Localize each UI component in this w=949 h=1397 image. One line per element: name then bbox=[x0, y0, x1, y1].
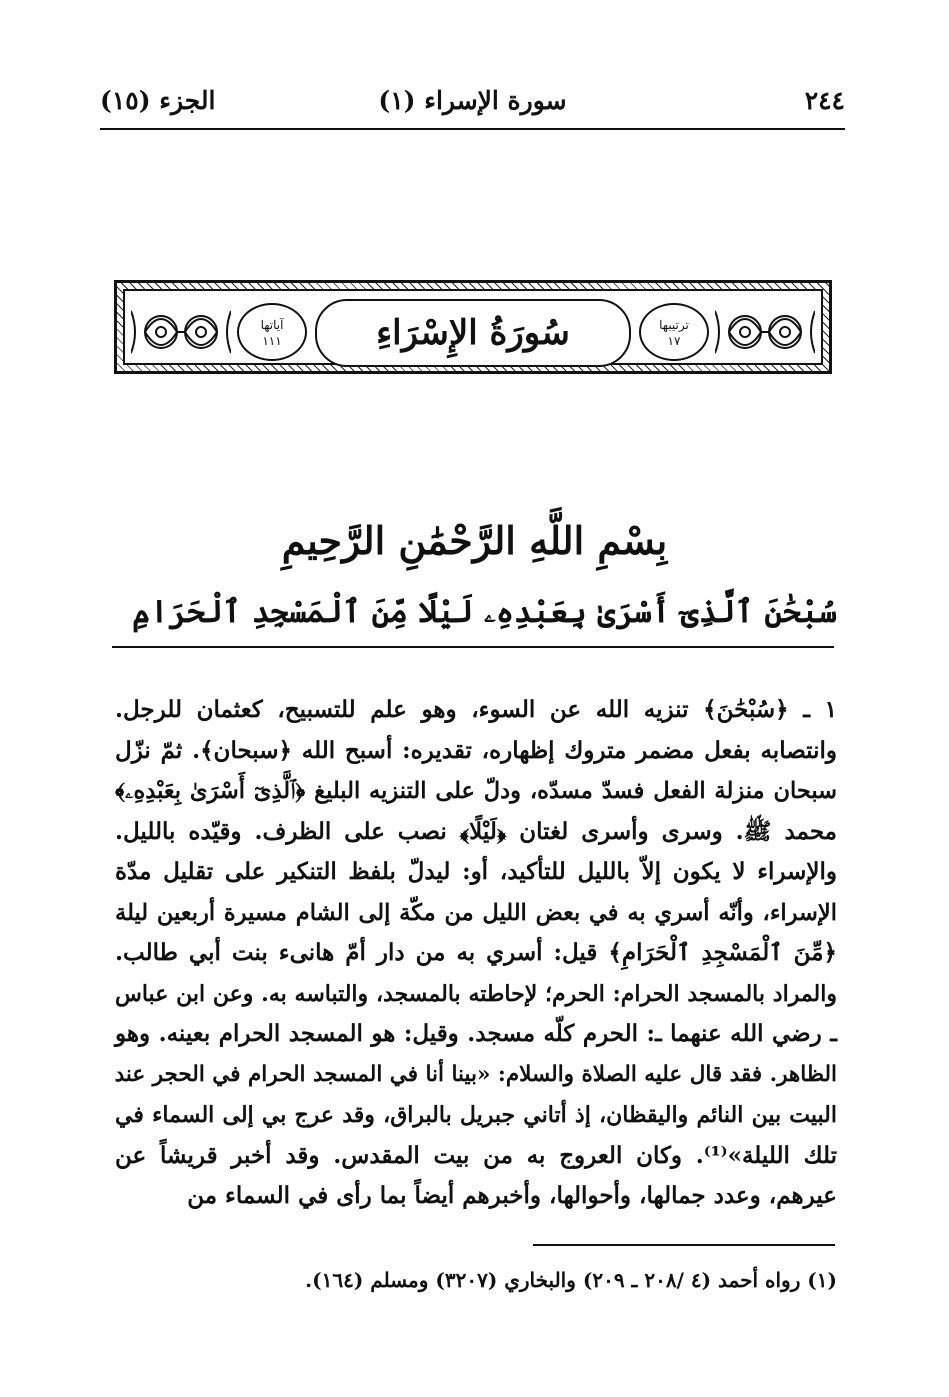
header-rule bbox=[100, 128, 845, 130]
text-line: سبحان منزلة الفعل فسدّ مسدّه، ودلّ على التنزيه البليغ ﴿ٱلَّذِىٓ أَسْرَىٰ بِعَبْدِهِۦ﴾ bbox=[115, 778, 837, 804]
text-line: الظاهر. فقد قال عليه الصلاة والسلام: «بينا أنا في المسجد الحرام في الحجر عند bbox=[114, 1061, 837, 1087]
text-line: والمراد بالمسجد الحرام: الحرم؛ لإحاطته بالمسجد، والتباسه به. وعن ابن عباس bbox=[115, 980, 837, 1007]
banner-frame bbox=[123, 289, 823, 365]
text-line: تلك الليلة»⁽¹⁾. وكان العروج به من بيت المقدس. وقد أخبر قريشاً عن bbox=[115, 1141, 837, 1169]
surah-banner bbox=[114, 280, 832, 374]
text-line: محمد ﷺ. وسرى وأسرى لغتان ﴿لَيْلًا﴾ نصب على الظرف. وقيّده بالليل. bbox=[115, 817, 837, 845]
verse-count-text: آياتها ١١١ bbox=[260, 318, 284, 348]
footnote: (١) رواه أحمد (٤ /٢٠٨ ـ ٢٠٩) والبخاري (٣٢٠٧) ومسلم (١٦٤). bbox=[305, 1268, 837, 1292]
page-number: ٢٤٤ bbox=[804, 86, 845, 115]
arabesque-ornament-right bbox=[715, 301, 815, 363]
text-line: البيت بين النائم واليقظان، إذ أتاني جبريل بالبراق، وقد عرج بي إلى السماء في bbox=[115, 1102, 837, 1128]
quran-verse: سُبْحَٰنَ ٱلَّذِىٓ أَسْرَىٰ بِعَبْدِهِۦ لَيْلًا مِّنَ ٱلْمَسْجِدِ ٱلْحَرَامِ bbox=[132, 594, 837, 630]
surah-order-medallion bbox=[639, 303, 709, 361]
running-header bbox=[100, 86, 845, 126]
text-line: ـ رضي الله عنهما ـ: الحرم كلّه مسجد. وقيل: هو المسجد الحرام بعينه. وهو bbox=[115, 1020, 837, 1047]
verse-rule bbox=[112, 646, 834, 648]
text-line: ﴿مِّنَ ٱلْمَسْجِدِ ٱلْحَرَامِ﴾ قيل: أسري به من دار أمّ هانىء بنت أبي طالب. bbox=[115, 939, 837, 966]
basmala: بِسْمِ اللَّهِ الرَّحْمَٰنِ الرَّحِيمِ bbox=[281, 518, 668, 563]
surah-title-cartouche bbox=[315, 299, 631, 367]
arabesque-ornament-left bbox=[131, 301, 231, 363]
text-line: والإسراء لا يكون إلاّ بالليل للتأكيد، أو: ليدلّ بلفظ التنكير على تقليل مدّة bbox=[115, 858, 837, 885]
text-line: عيرهم، وعدد جمالها، وأحوالها، وأخبرهم أيضاً بما رأى في السماء من bbox=[187, 1182, 837, 1209]
surah-order-text: ترتيبها ١٧ bbox=[659, 318, 689, 348]
surah-title: سُورَةُ الإِسْرَاءِ bbox=[376, 313, 570, 353]
text-line: الإسراء، وأنّه أسري به في بعض الليل من مكّة إلى الشام مسيرة أربعين ليلة bbox=[115, 899, 837, 926]
footnote-rule bbox=[533, 1244, 835, 1246]
verse-count-medallion bbox=[237, 303, 307, 361]
text-line: وانتصابه بفعل مضمر متروك إظهاره، تقديره: أسبح الله ﴿سبحان﴾. ثمّ نزّل bbox=[115, 736, 837, 764]
text-line: ١ ـ ﴿سُبْحَٰنَ﴾ تنزيه الله عن السوء، وهو علم للتسبيح، كعثمان للرجل. bbox=[115, 696, 837, 723]
surah-running-title: سورة الإسراء (١) bbox=[378, 86, 567, 115]
commentary-text bbox=[115, 690, 837, 1217]
juz-label: الجزء (١٥) bbox=[100, 86, 216, 115]
